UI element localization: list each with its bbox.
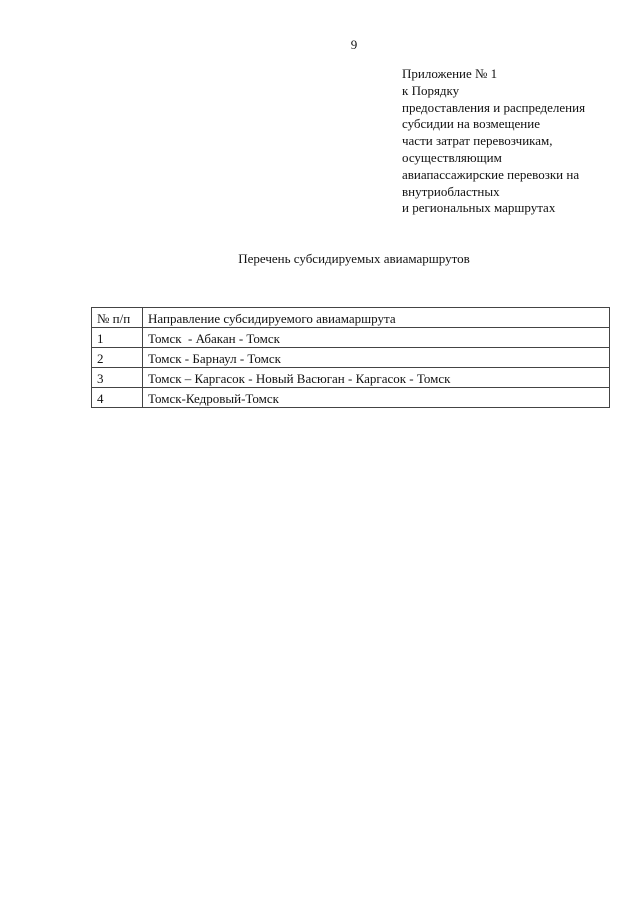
header-number: № п/п	[92, 308, 143, 328]
list-title: Перечень субсидируемых авиамаршрутов	[238, 251, 470, 266]
appendix-line: авиапассажирские перевозки на	[402, 166, 580, 182]
row-number: 3	[92, 368, 143, 388]
appendix-line: внутриобластных	[402, 183, 500, 199]
appendix-line: Приложение № 1	[402, 66, 498, 81]
row-route: Томск – Каргасок - Новый Васюган - Каргасок - Томск	[143, 368, 610, 388]
appendix-line: предоставления и распределения	[402, 99, 586, 115]
row-number: 4	[92, 388, 143, 408]
header-route: Направление субсидируемого авиамаршрута	[143, 308, 610, 328]
table-row	[92, 348, 610, 368]
appendix-line: субсидии на возмещение	[402, 116, 540, 132]
row-number: 1	[92, 328, 143, 348]
table-header-row	[92, 308, 610, 328]
table-row	[92, 388, 610, 408]
row-number: 2	[92, 348, 143, 368]
page-number: 9	[350, 37, 358, 52]
appendix-header	[402, 66, 632, 217]
appendix-line: осуществляющим	[402, 149, 502, 165]
routes-table	[91, 307, 610, 408]
table-row	[92, 368, 610, 388]
row-route: Томск - Барнаул - Томск	[143, 348, 610, 368]
table-row	[92, 328, 610, 348]
appendix-line: к Порядку	[402, 82, 460, 98]
row-route: Томск-Кедровый-Томск	[143, 388, 610, 408]
appendix-line: и региональных маршрутах	[402, 200, 556, 216]
appendix-line: части затрат перевозчикам,	[402, 133, 553, 149]
row-route: Томск - Абакан - Томск	[143, 328, 610, 348]
